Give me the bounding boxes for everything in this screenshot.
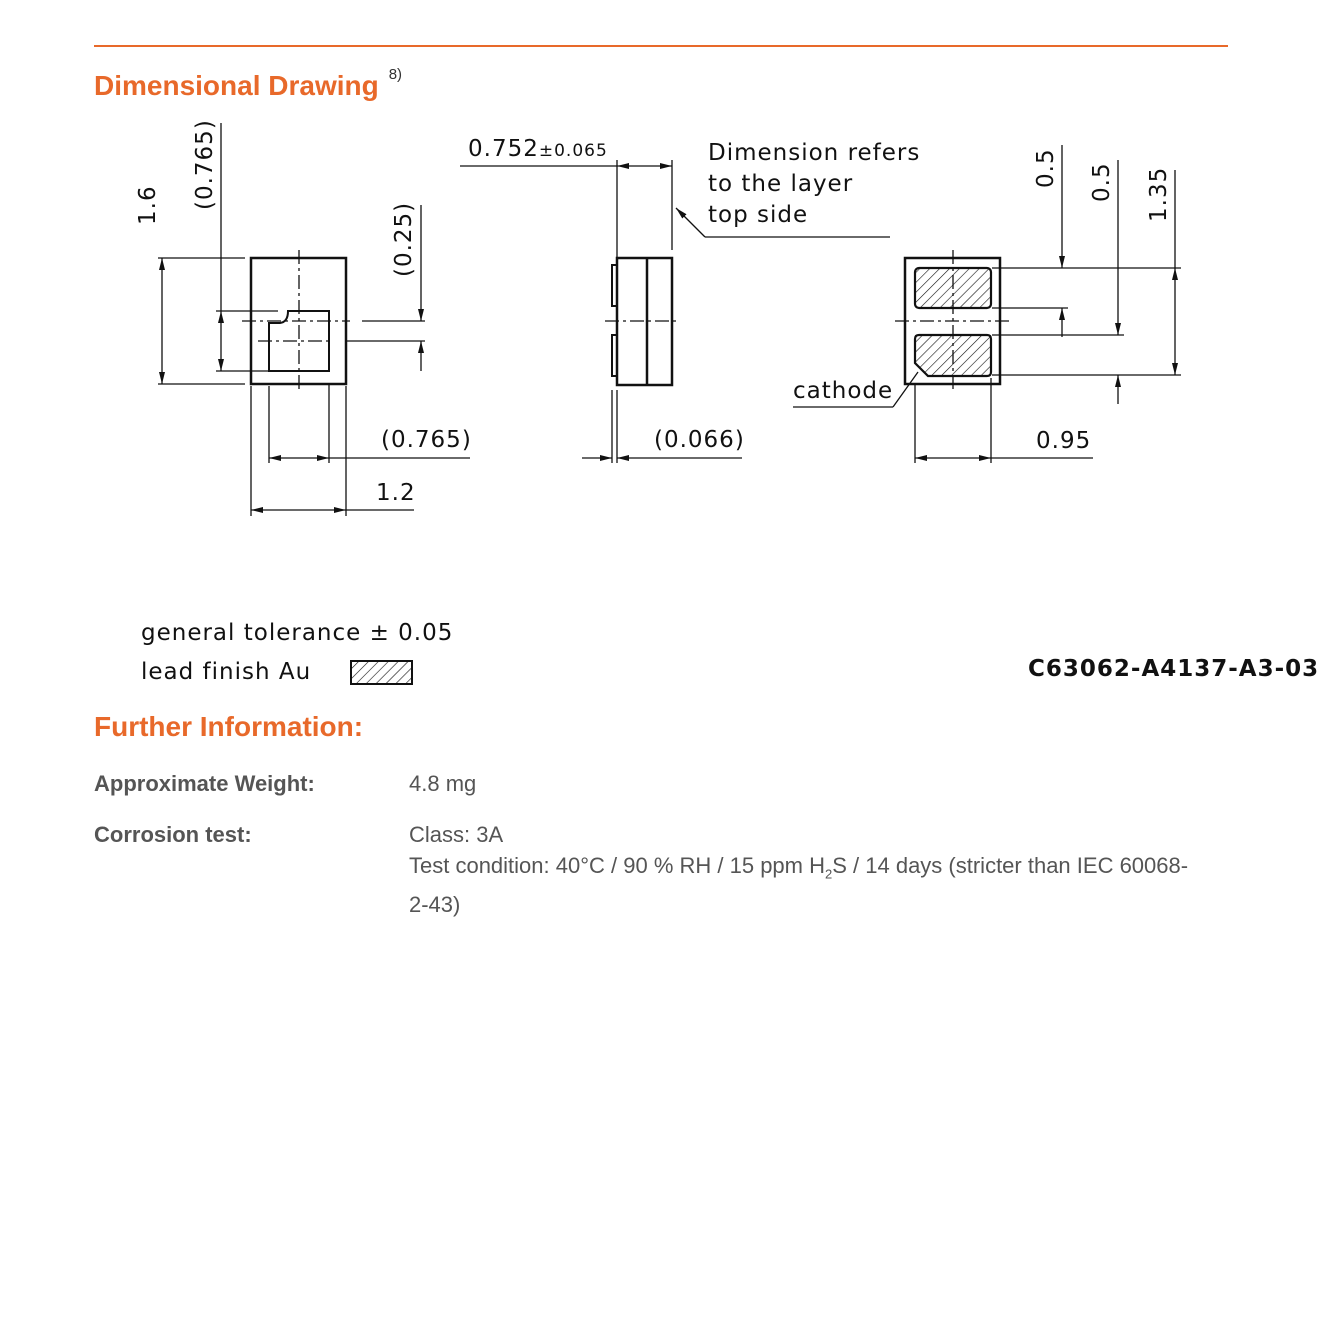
cathode-label: cathode <box>793 378 894 404</box>
lead-finish: lead finish Au <box>141 659 312 685</box>
dim-height: 1.6 <box>135 185 161 225</box>
weight-label: Approximate Weight: <box>94 771 315 796</box>
dim-offset: (0.25) <box>391 201 417 277</box>
further-info-title: Further Information: <box>94 711 364 742</box>
subscript: 2 <box>825 866 833 882</box>
general-tolerance: general tolerance ± 0.05 <box>141 620 454 646</box>
dim-pad-width: 0.95 <box>1036 428 1092 454</box>
dim-pad-span: 1.35 <box>1146 166 1172 222</box>
dim-pad-thickness: (0.066) <box>654 427 745 453</box>
note-line: Dimension refers <box>708 140 921 166</box>
dim-width: 1.2 <box>376 480 416 506</box>
thickness-value: 0.752 <box>468 136 539 162</box>
condition-text: Test condition: 40°C / 90 % RH / 15 ppm H <box>409 853 825 878</box>
corrosion-condition <box>409 850 1199 920</box>
section-title-text: Dimensional Drawing <box>94 70 379 101</box>
corrosion-value <box>409 819 1199 920</box>
dim-notch-width: (0.765) <box>381 427 472 453</box>
footnote-ref: 8) <box>388 66 403 83</box>
dim-pad-height: 0.5 <box>1033 148 1059 188</box>
corrosion-label: Corrosion test: <box>94 822 252 847</box>
top-view <box>135 119 472 516</box>
weight-value: 4.8 mg <box>409 771 477 796</box>
note-line: top side <box>708 202 809 228</box>
dim-pad-gap: 0.5 <box>1089 162 1115 202</box>
drawing-code: C63062-A4137-A3-03 <box>1028 656 1320 682</box>
hatch-legend-swatch <box>351 661 412 684</box>
condition-text: S / 14 days (stricter than IEC 60068-2-43) <box>409 853 1189 918</box>
thickness-tolerance: ±0.065 <box>538 141 608 161</box>
note-line: to the layer <box>708 171 854 197</box>
side-view <box>460 136 920 463</box>
dim-notch-height: (0.765) <box>192 119 218 210</box>
dim-thickness <box>468 136 608 162</box>
corrosion-class: Class: 3A <box>409 822 504 847</box>
